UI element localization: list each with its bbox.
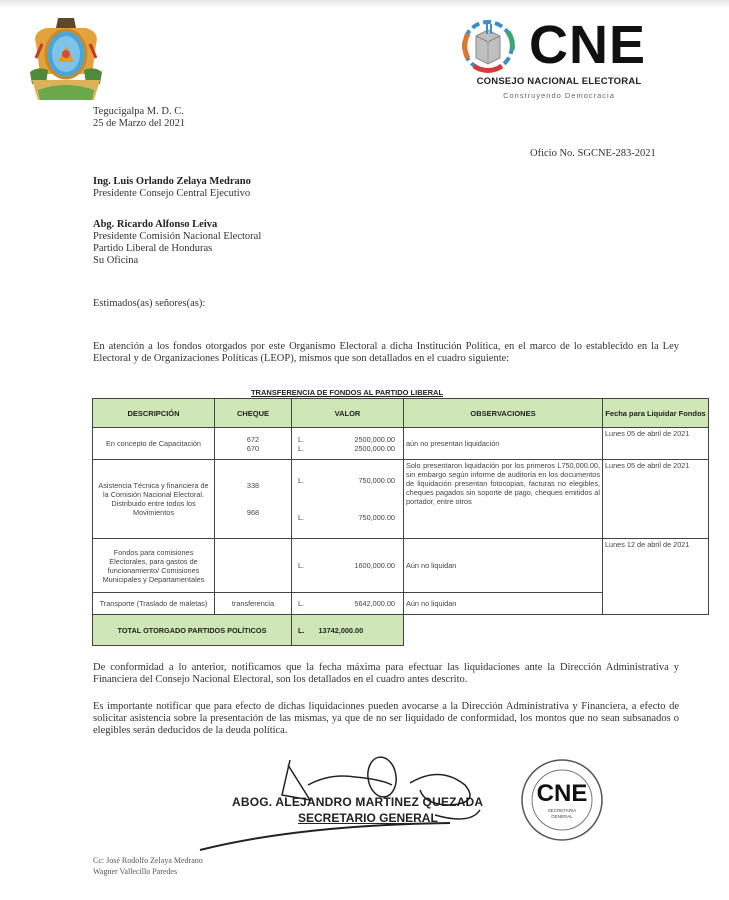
seal-subtitle: SECRETARIA GENERAL <box>547 808 577 819</box>
cell-observaciones: Solo presentaron liquidación por los primeros L750,000.00, sin embargo según informe de auditoría en los documentos de liquidación presentan fotocopias, facturas no elegibles, cheques pagados sin soporte de pago, cheques emitidos al portador, entre otros <box>404 460 603 539</box>
cne-tagline: Construyendo Democracia <box>503 91 615 100</box>
letter-date: 25 de Marzo del 2021 <box>93 118 186 129</box>
cne-seal-stamp <box>520 758 604 842</box>
cell-valor <box>292 593 404 615</box>
cc-line-1: Cc: José Rodolfo Zelaya Medrano <box>93 856 203 865</box>
funds-table <box>92 398 709 646</box>
intro-paragraph: En atención a los fondos otorgados por este Organismo Electoral a dicha Institución Política, en el marco de lo establecido en la Ley Electoral y de Organizaciones Políticas (LEOP), mismos que son detallados en el cuadro siguiente: <box>93 341 679 364</box>
seal-acronym: CNE <box>536 780 588 807</box>
currency: L. <box>298 443 305 453</box>
cell-fecha: Lunes 05 de abril de 2021 <box>603 428 709 460</box>
table-total-row <box>93 615 709 646</box>
amount: 1600,000.00 <box>354 561 395 570</box>
signatory-name: ABOG. ALEJANDRO MARTINEZ QUEZADA <box>232 795 484 809</box>
recipient-2-title: Presidente Comisión Nacional Electoral <box>93 231 262 242</box>
salutation: Estimados(as) señores(as): <box>93 298 206 309</box>
amount: 13742,000.00 <box>318 625 364 635</box>
signatory-title: SECRETARIO GENERAL <box>298 811 438 825</box>
currency: L. <box>298 625 305 635</box>
header-valor: VALOR <box>292 399 404 428</box>
table-header-row <box>93 399 709 428</box>
cne-full-name: CONSEJO NACIONAL ELECTORAL <box>476 76 642 87</box>
cell-valor <box>292 460 404 539</box>
header-descripcion: DESCRIPCIÓN <box>93 399 215 428</box>
cell-fecha: Lunes 05 de abril de 2021 <box>603 460 709 539</box>
table-row <box>93 428 709 460</box>
letter-reference: Oficio No. SGCNE-283-2021 <box>530 148 656 159</box>
cell-valor <box>292 428 404 460</box>
recipient-1-name: Ing. Luis Orlando Zelaya Medrano <box>93 176 251 187</box>
table-row <box>93 460 709 539</box>
table-row <box>93 539 709 593</box>
cc-line-2: Wagner Vallecillo Paredes <box>93 867 178 876</box>
amount: 2500,000.00 <box>354 443 395 453</box>
recipient-1-title: Presidente Consejo Central Ejecutivo <box>93 188 251 199</box>
currency: L. <box>298 513 305 522</box>
cell-descripcion: Transporte (Traslado de maletas) <box>93 593 215 615</box>
currency: L. <box>298 476 305 485</box>
total-value <box>292 615 404 646</box>
amount: 750,000.00 <box>358 476 395 485</box>
letter-place: Tegucigalpa M. D. C. <box>93 106 184 117</box>
cell-valor <box>292 539 404 593</box>
cell-descripcion: Asistencia Técnica y financiera de la Comisión Nacional Electoral. Distribuido entre todos los Movimientos <box>93 460 215 539</box>
cne-acronym: CNE <box>529 15 647 75</box>
page-top-shade <box>0 0 729 8</box>
cell-fecha: Lunes 12 de abril de 2021 <box>603 539 709 615</box>
recipient-2-name: Abg. Ricardo Alfonso Leiva <box>93 219 218 230</box>
cell-cheque <box>215 428 292 460</box>
currency: L. <box>298 599 305 608</box>
cheque-number: 672 <box>246 434 260 444</box>
cheque-number: 968 <box>246 508 260 517</box>
cheque-number: 670 <box>246 443 260 453</box>
currency: L. <box>298 434 305 444</box>
header-observaciones: OBSERVACIONES <box>404 399 603 428</box>
notice-paragraph: Es importante notificar que para efecto de dichas liquidaciones pueden avocarse a la Dirección Administrativa y Financiera, a efecto de solicitar asistencia sobre la presentación de las mismas, ya que de no ser liquidado de conformidad, los montos que no sean subsanados o elegibles serán deducidos de la deuda política. <box>93 701 679 736</box>
cell-cheque: transferencia <box>215 593 292 615</box>
cell-observaciones: Aún no liquidan <box>404 539 603 593</box>
amount: 2500,000.00 <box>354 434 395 444</box>
header-fecha: Fecha para Liquidar Fondos <box>603 399 709 428</box>
cell-descripcion: En concepto de Capacitación <box>93 428 215 460</box>
ballot-box-gear-icon <box>454 16 526 76</box>
total-label: TOTAL OTORGADO PARTIDOS POLÍTICOS <box>93 615 292 646</box>
recipient-2-office: Su Oficina <box>93 255 139 266</box>
table-title: TRANSFERENCIA DE FONDOS AL PARTIDO LIBERAL <box>250 388 444 397</box>
currency: L. <box>298 561 305 570</box>
cell-descripcion: Fondos para comisiones Electorales, para gastos de funcionamiento/ Comisiones Municipales y Departamentales <box>93 539 215 593</box>
amount: 750,000.00 <box>358 513 395 522</box>
cell-observaciones: Aún no liquidan <box>404 593 603 615</box>
cheque-number: 338 <box>246 481 260 490</box>
cell-cheque <box>215 539 292 593</box>
amount: 5642,000.00 <box>354 599 395 608</box>
cell-observaciones: aún no presentan liquidación <box>404 428 603 460</box>
header-cheque: CHEQUE <box>215 399 292 428</box>
deadline-paragraph: De conformidad a lo anterior, notificamos que la fecha máxima para efectuar las liquidaciones ante la Dirección Administrativa y Financiera del Consejo Nacional Electoral, son los detallados en el cuadro antes descrito. <box>93 662 679 685</box>
cne-logo <box>454 16 664 104</box>
honduras-coat-of-arms-icon <box>28 14 104 102</box>
cell-cheque <box>215 460 292 539</box>
recipient-2-party: Partido Liberal de Honduras <box>93 243 213 254</box>
